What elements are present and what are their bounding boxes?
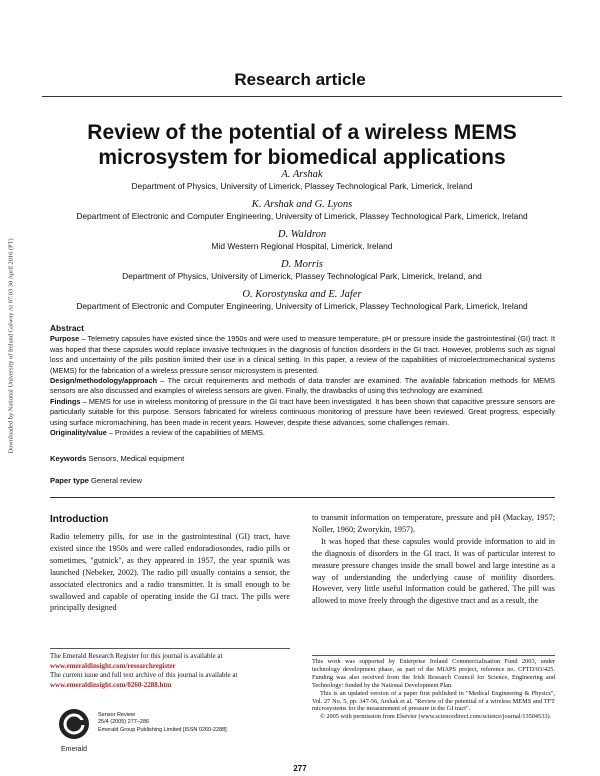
register-note: The Emerald Research Register for this journal is available at <box>50 652 223 660</box>
abstract-purpose <box>50 334 555 376</box>
body-paragraph: to transmit information on temperature, pressure and pH (Mackay, 1957; Noller, 1960; Zworykin, 1957). <box>312 513 555 534</box>
body-column-left <box>50 531 290 614</box>
title-line-1: Review of the potential of a wireless MEMS <box>87 121 517 144</box>
section-label: Research article <box>234 70 366 89</box>
abstract-originality <box>50 428 555 438</box>
journal-info <box>98 712 227 734</box>
emerald-logo <box>54 707 94 753</box>
introduction-heading: Introduction <box>50 514 109 525</box>
author-name: D. Waldron <box>277 229 327 240</box>
emerald-logo-icon <box>54 707 94 753</box>
section-divider <box>50 497 555 498</box>
title-line-2: microsystem for biomedical applications <box>98 146 506 169</box>
findings-text: – MEMS for use in wireless monitoring of pressure in the GI tract have been investigated. It has been shown that capacitive pressure sensors are particularly suitable for this purpose. Sensors fabricated for wireless continuous monitoring of pressure have been reviewed. Great progress, especially using surface micromachining, has been made in recent years. However, despite these advances, some challenges remain. <box>50 396 555 427</box>
purpose-label: Purpose <box>50 334 80 344</box>
footnote-left <box>50 652 290 690</box>
abstract-heading: Abstract <box>50 323 84 333</box>
archive-link[interactable]: www.emeraldinsight.com/0260-2288.htm <box>50 680 172 689</box>
body-paragraph: It was hoped that these capsules would provide information to aid in the diagnosis of disorders in the GI tract. It was of particular interest to measure pressure changes inside the small bowel and large intestine as a way of understanding the underlying cause of motility disorders. However, very little useful information could be gathered. The pill was allowed to move freely through the digestive tract and as a result, the <box>312 536 555 606</box>
logo-wordmark: Emerald <box>60 746 88 753</box>
author-affiliation: Department of Electronic and Computer Engineering, University of Limerick, Plassey Technological Park, Limerick, Ireland <box>76 211 528 221</box>
keywords-label: Keywords <box>50 454 87 463</box>
paper-type-value: General review <box>88 476 143 485</box>
author-affiliation: Department of Physics, University of Limerick, Plassey Technological Park, Limerick, Ireland <box>131 181 473 191</box>
funding-note: This work was supported by Enterprise Ireland Commercialisation Fund 2003, under technology development phase, as part of the MIAPS project, reference no. CFTD/03/425. Funding was also received from the Irish Research Council for Science, Engineering and Technology: funded by the National Development Plan. <box>312 658 555 689</box>
page-number: 277 <box>293 764 307 773</box>
author-affiliation: Mid Western Regional Hospital, Limerick, Ireland <box>211 241 393 251</box>
originality-label: Originality/value <box>50 428 107 438</box>
download-side-note: Downloaded by National University of Ireland Galway At 07:03 30 April 2016 (PT) <box>7 238 15 454</box>
author-name: D. Morris <box>280 259 323 270</box>
footnote-rule <box>312 655 555 656</box>
purpose-text: – Telemetry capsules have existed since the 1950s and were used to measure temperature, pH or pressure inside the gastrointestinal (GI) tract. It was hoped that these capsules would replace invasive techniques in the diagnosis of function disorders in the GI tract. However, problems such as signal loss and uncertainty of the pills position limited their use in a clinical setting. In this paper, a review of the capabilities of microelectromechanical systems (MEMS) for the fabrication of a wireless pressure sensor microsystem is presented. <box>50 334 555 375</box>
abstract-design <box>50 376 555 397</box>
version-note: This is an updated version of a paper first published in "Medical Engineering & Physics", Vol. 27 No. 5, pp. 347-56, Arshak et al. "Review of the potential of a wireless MEMS and TFT microsystems for the measurement of pressure in the GI tract". <box>312 689 555 713</box>
copyright-note: © 2005 with permission from Elsevier (www.sciencedirect.com/science/journal/13504533). <box>320 713 552 721</box>
author-affiliation: Department of Electronic and Computer Engineering, University of Limerick, Plassey Technological Park, Limerick, Ireland <box>76 301 528 311</box>
paper-type-label: Paper type <box>50 476 89 485</box>
paper-title <box>40 120 564 170</box>
keywords <box>50 454 184 463</box>
author-name: A. Arshak <box>281 169 323 180</box>
register-link[interactable]: www.emeraldinsight.com/researchregister <box>50 661 176 670</box>
journal-volume: 25/4 (2005) 277–286 <box>98 719 150 726</box>
footnote-right <box>312 658 555 721</box>
design-text: – The circuit requirements and methods of data transfer are examined. The available fabrication methods for MEMS sensors are also discussed and examples of wireless sensors are given. Finally, the drawbacks of using this technology are examined. <box>50 376 555 396</box>
design-label: Design/methodology/approach <box>50 376 158 386</box>
paper-type <box>50 476 142 485</box>
author-block <box>40 166 564 318</box>
journal-publisher: Emerald Group Publishing Limited [ISSN 0260-2288] <box>98 726 227 733</box>
top-rule <box>42 96 562 97</box>
findings-label: Findings <box>50 396 81 406</box>
originality-text: – Provides a review of the capabilities of MEMS. <box>106 428 265 438</box>
journal-name: Sensor Review <box>98 712 135 718</box>
body-paragraph: Radio telemetry pills, for use in the gastrointestinal (GI) tract, have existed since the 1950s and were called endoradiosondes, radio pills or sometimes, "gutnick", as they appeared in 1957, the year sputnik was launched (Nebeker, 2002). The radio pill usually contains a sensor, the associated electronics and a radio transmitter. It is small enough to be swallowed and capable of operating inside the GI tract. The pills were principally designed <box>50 532 290 613</box>
footnote-rule <box>50 648 290 649</box>
keywords-value: Sensors, Medical equipment <box>86 454 185 463</box>
author-name: K. Arshak and G. Lyons <box>251 199 353 210</box>
abstract <box>50 323 555 438</box>
archive-note: The current issue and full text archive of this journal is available at <box>50 671 238 680</box>
body-column-right <box>312 512 555 607</box>
author-affiliation: Department of Physics, University of Limerick, Plassey Technological Park, Limerick, Ireland, and <box>122 271 482 281</box>
abstract-findings <box>50 397 555 428</box>
author-name: O. Korostynska and E. Jafer <box>242 289 362 300</box>
